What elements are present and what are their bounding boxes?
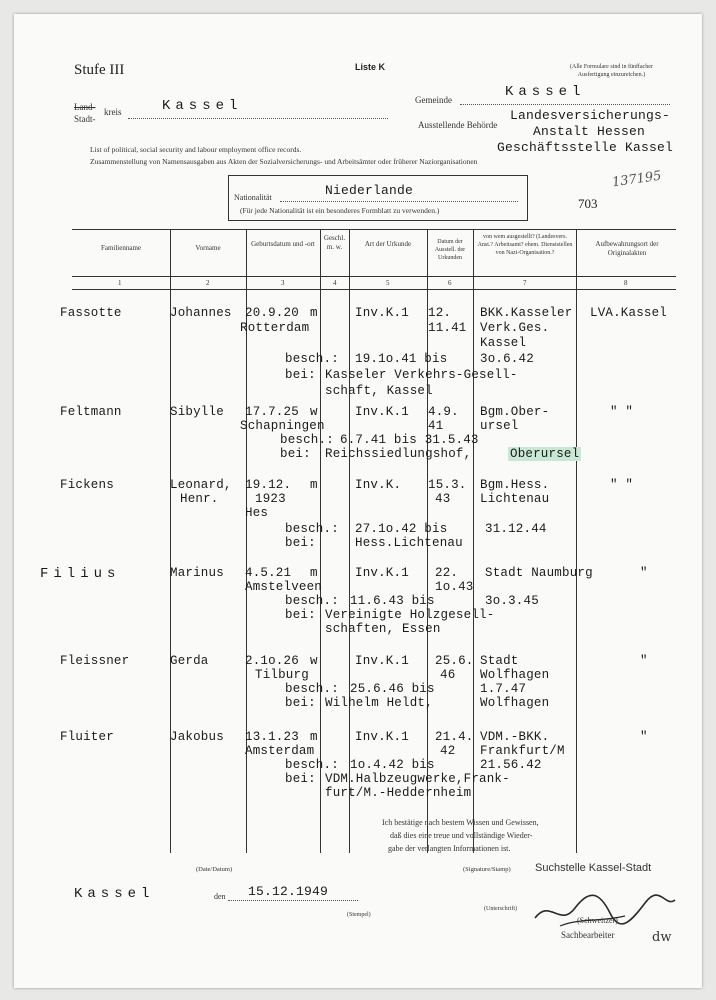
liste-label: Liste K bbox=[355, 62, 386, 72]
record-6-detail-1: Amsterdam bbox=[245, 744, 315, 758]
certification-line-2: daß dies eine treue und vollständige Wieder- bbox=[390, 831, 533, 840]
kreis-value: Kassel bbox=[162, 98, 243, 114]
behoerde-label: Ausstellende Behörde bbox=[418, 120, 498, 130]
schweitzer-label: (Schweitzer) bbox=[577, 916, 618, 925]
record-4-field-8: " bbox=[640, 566, 648, 580]
record-3-field-5: Inv.K. bbox=[355, 478, 402, 492]
record-5-detail-4: besch.: bbox=[285, 682, 339, 696]
record-5-field-4: w bbox=[310, 654, 318, 668]
record-2-field-2: Sibylle bbox=[170, 405, 224, 419]
record-1-field-4: m bbox=[310, 306, 318, 320]
record-3-detail-8: 31.12.44 bbox=[485, 522, 547, 536]
date-label: (Date/Datum) bbox=[196, 866, 233, 873]
record-6-field-4: m bbox=[310, 730, 318, 744]
record-3-detail-5: Hes bbox=[245, 506, 269, 520]
record-4-field-7: Stadt Naumburg bbox=[485, 566, 593, 580]
land-label: Land- bbox=[74, 102, 96, 112]
record-1-detail-5: besch.: bbox=[285, 352, 339, 366]
initials: dw bbox=[652, 930, 672, 945]
behoerde-line-1: Landesversicherungs- bbox=[510, 108, 671, 123]
col-num-1: 1 bbox=[118, 279, 122, 287]
stadt-label: Stadt- bbox=[74, 114, 96, 124]
record-3-field-3: 19.12. bbox=[245, 478, 292, 492]
gemeinde-value: Kassel bbox=[505, 84, 586, 100]
place-value: Kassel bbox=[74, 886, 155, 902]
col-header-2: Vorname bbox=[195, 244, 221, 252]
record-6-detail-6: 21.56.42 bbox=[480, 758, 542, 772]
record-3-detail-9: bei: bbox=[285, 536, 316, 550]
stufe-label: Stufe III bbox=[74, 62, 125, 78]
col-header-1: Familienname bbox=[100, 244, 142, 252]
record-2-detail-6: bei: bbox=[280, 447, 311, 461]
col-header-6: Datum der Ausstell. der Urkunden bbox=[434, 239, 466, 261]
certification-line-1: Ich bestätige nach bestem Wissen und Gewissen, bbox=[382, 818, 539, 827]
form-note: (Alle Formulare sind in fünffacher Ausfertigung einzureichen.) bbox=[570, 64, 653, 78]
record-3-field-4: m bbox=[310, 478, 318, 492]
record-1-detail-6: 19.1o.41 bis bbox=[355, 352, 448, 366]
record-6-detail-5: 1o.4.42 bis bbox=[350, 758, 435, 772]
record-2-detail-4: besch.: bbox=[280, 433, 334, 447]
record-3-detail-6: besch.: bbox=[285, 522, 339, 536]
handwritten-mark: 137195 bbox=[611, 168, 663, 191]
record-6-field-3: 13.1.23 bbox=[245, 730, 299, 744]
record-3-detail-1: Henr. bbox=[180, 492, 219, 506]
record-2-field-5: Inv.K.1 bbox=[355, 405, 409, 419]
record-5-detail-5: 25.6.46 bis bbox=[350, 682, 435, 696]
record-6-detail-8: VDM.Halbzeugwerke,Frank- bbox=[325, 772, 510, 786]
record-3-field-1: Fickens bbox=[60, 478, 114, 492]
behoerde-line-3: Geschäftsstelle Kassel bbox=[497, 140, 674, 155]
gemeinde-label: Gemeinde bbox=[415, 95, 452, 105]
record-5-detail-9: Wolfhagen bbox=[480, 696, 550, 710]
record-5-field-1: Fleissner bbox=[60, 654, 130, 668]
record-5-detail-8: Wilhelm Heldt, bbox=[325, 696, 433, 710]
col-num-4: 4 bbox=[333, 279, 337, 287]
record-6-field-7: VDM.-BKK. bbox=[480, 730, 550, 744]
col-num-5: 5 bbox=[386, 279, 390, 287]
record-2-field-1: Feltmann bbox=[60, 405, 122, 419]
record-5-field-6: 25.6. bbox=[435, 654, 474, 668]
record-5-field-2: Gerda bbox=[170, 654, 209, 668]
record-1-detail-3: Verk.Ges. bbox=[480, 321, 550, 335]
record-4-field-4: m bbox=[310, 566, 318, 580]
record-4-detail-2: 1o.43 bbox=[435, 580, 474, 594]
record-6-field-2: Jakobus bbox=[170, 730, 224, 744]
record-5-field-5: Inv.K.1 bbox=[355, 654, 409, 668]
record-1-detail-9: Kasseler Verkehrs-Gesell- bbox=[325, 368, 518, 382]
record-1-field-7: BKK.Kasseler bbox=[480, 306, 573, 320]
record-1-detail-7: 3o.6.42 bbox=[480, 352, 534, 366]
record-6-field-6: 21.4. bbox=[435, 730, 474, 744]
record-4-field-5: Inv.K.1 bbox=[355, 566, 409, 580]
den-label: den bbox=[214, 892, 226, 901]
record-4-detail-7: Vereinigte Holzgesell- bbox=[325, 608, 495, 622]
record-5-detail-1: Tilburg bbox=[255, 668, 309, 682]
record-1-field-8: LVA.Kassel bbox=[590, 306, 668, 320]
record-6-detail-7: bei: bbox=[285, 772, 316, 786]
unterschrift-label: (Unterschrift) bbox=[484, 906, 517, 912]
record-3-detail-4: Lichtenau bbox=[480, 492, 550, 506]
record-6-field-8: " bbox=[640, 730, 648, 744]
record-2-field-8: " " bbox=[610, 405, 634, 419]
english-description: List of political, social security and labour employment office records. bbox=[90, 145, 302, 154]
record-2-detail-1: Schapningen bbox=[240, 419, 325, 433]
kreis-label: kreis bbox=[104, 107, 122, 117]
nationality-label: Nationalität bbox=[234, 193, 272, 202]
nationality-value: Niederlande bbox=[325, 183, 414, 198]
record-5-detail-7: bei: bbox=[285, 696, 316, 710]
record-3-field-6: 15.3. bbox=[428, 478, 467, 492]
col-header-5: Art der Urkunde bbox=[364, 240, 412, 248]
record-1-field-2: Johannes bbox=[170, 306, 232, 320]
record-1-detail-4: Kassel bbox=[480, 336, 527, 350]
col-num-2: 2 bbox=[206, 279, 210, 287]
record-1-field-5: Inv.K.1 bbox=[355, 306, 409, 320]
record-6-field-5: Inv.K.1 bbox=[355, 730, 409, 744]
record-4-detail-3: besch.: bbox=[285, 594, 339, 608]
record-2-field-3: 17.7.25 bbox=[245, 405, 299, 419]
record-4-detail-8: schaften, Essen bbox=[325, 622, 441, 636]
record-4-detail-1: Amstelveen bbox=[245, 580, 323, 594]
sachbearbeiter-label: Sachbearbeiter bbox=[561, 930, 615, 940]
record-5-detail-2: 46 bbox=[440, 668, 456, 682]
record-4-detail-6: bei: bbox=[285, 608, 316, 622]
record-1-field-6: 12. bbox=[428, 306, 452, 320]
record-2-detail-8 bbox=[508, 447, 581, 461]
col-num-7: 7 bbox=[523, 279, 527, 287]
col-header-7: von wem ausgestellt? (Landesvers. Anst.? Arbeitsamt? ehem. Dienststellen von Nazi-Organisation.? bbox=[477, 234, 573, 256]
col-header-4: Geschl. m. w. bbox=[323, 234, 346, 251]
document-number: 703 bbox=[578, 196, 598, 211]
col-num-6: 6 bbox=[448, 279, 452, 287]
record-1-detail-8: bei: bbox=[285, 368, 316, 382]
stempel-label: (Stempel) bbox=[347, 912, 371, 918]
certification-line-3: gabe der verlangten Informationen ist. bbox=[388, 844, 511, 853]
record-2-field-7: Bgm.Ober- bbox=[480, 405, 550, 419]
suchstelle-stamp: Suchstelle Kassel-Stadt bbox=[535, 862, 652, 874]
record-3-detail-3: 43 bbox=[435, 492, 451, 506]
record-4-field-1: Filius bbox=[40, 566, 121, 582]
record-4-detail-5: 3o.3.45 bbox=[485, 594, 539, 608]
record-6-detail-4: besch.: bbox=[285, 758, 339, 772]
record-2-detail-2: 41 bbox=[428, 419, 444, 433]
record-1-field-1: Fassotte bbox=[60, 306, 122, 320]
record-5-field-8: " bbox=[640, 654, 648, 668]
record-2-detail-5: 6.7.41 bis 31.5.43 bbox=[340, 433, 479, 447]
col-num-3: 3 bbox=[281, 279, 285, 287]
col-num-8: 8 bbox=[624, 279, 628, 287]
record-2-field-4: w bbox=[310, 405, 318, 419]
record-5-detail-6: 1.7.47 bbox=[480, 682, 527, 696]
record-5-field-3: 2.1o.26 bbox=[245, 654, 299, 668]
col-header-8: Aufbewahrungsort der Originalakten bbox=[595, 240, 659, 257]
record-5-field-7: Stadt bbox=[480, 654, 519, 668]
record-2-detail-3: ursel bbox=[480, 419, 519, 433]
german-description: Zusammenstellung von Namensausgaben aus Akten der Sozialversicherungs- und Arbeitsämter oder früherer Naziorganisationen bbox=[90, 157, 478, 166]
highlighted-text: Oberursel bbox=[510, 447, 580, 461]
nationality-note: (Für jede Nationalität ist ein besonderes Formblatt zu verwenden.) bbox=[240, 206, 440, 215]
record-4-field-6: 22. bbox=[435, 566, 459, 580]
record-3-detail-10: Hess.Lichtenau bbox=[355, 536, 463, 550]
record-4-field-2: Marinus bbox=[170, 566, 224, 580]
record-6-detail-3: Frankfurt/M bbox=[480, 744, 565, 758]
record-5-detail-3: Wolfhagen bbox=[480, 668, 550, 682]
record-1-detail-1: Rotterdam bbox=[240, 321, 310, 335]
record-6-detail-2: 42 bbox=[440, 744, 456, 758]
record-3-detail-7: 27.1o.42 bis bbox=[355, 522, 448, 536]
record-4-detail-4: 11.6.43 bis bbox=[350, 594, 435, 608]
record-6-field-1: Fluiter bbox=[60, 730, 114, 744]
record-1-field-3: 20.9.20 bbox=[245, 306, 299, 320]
signature-label: (Signature/Stamp) bbox=[463, 866, 511, 873]
record-2-field-6: 4.9. bbox=[428, 405, 459, 419]
col-header-3: Geburtsdatum und -ort bbox=[251, 240, 315, 248]
date-value: 15.12.1949 bbox=[248, 884, 329, 899]
record-1-detail-2: 11.41 bbox=[428, 321, 467, 335]
record-1-detail-10: schaft, Kassel bbox=[325, 384, 433, 398]
record-4-field-3: 4.5.21 bbox=[245, 566, 292, 580]
record-2-detail-7: Reichssiedlungshof, bbox=[325, 447, 472, 461]
behoerde-line-2: Anstalt Hessen bbox=[533, 124, 646, 139]
record-3-field-8: " " bbox=[610, 478, 634, 492]
record-6-detail-9: furt/M.-Heddernheim bbox=[325, 786, 472, 800]
record-3-detail-2: 1923 bbox=[255, 492, 286, 506]
record-3-field-2: Leonard, bbox=[170, 478, 232, 492]
record-3-field-7: Bgm.Hess. bbox=[480, 478, 550, 492]
